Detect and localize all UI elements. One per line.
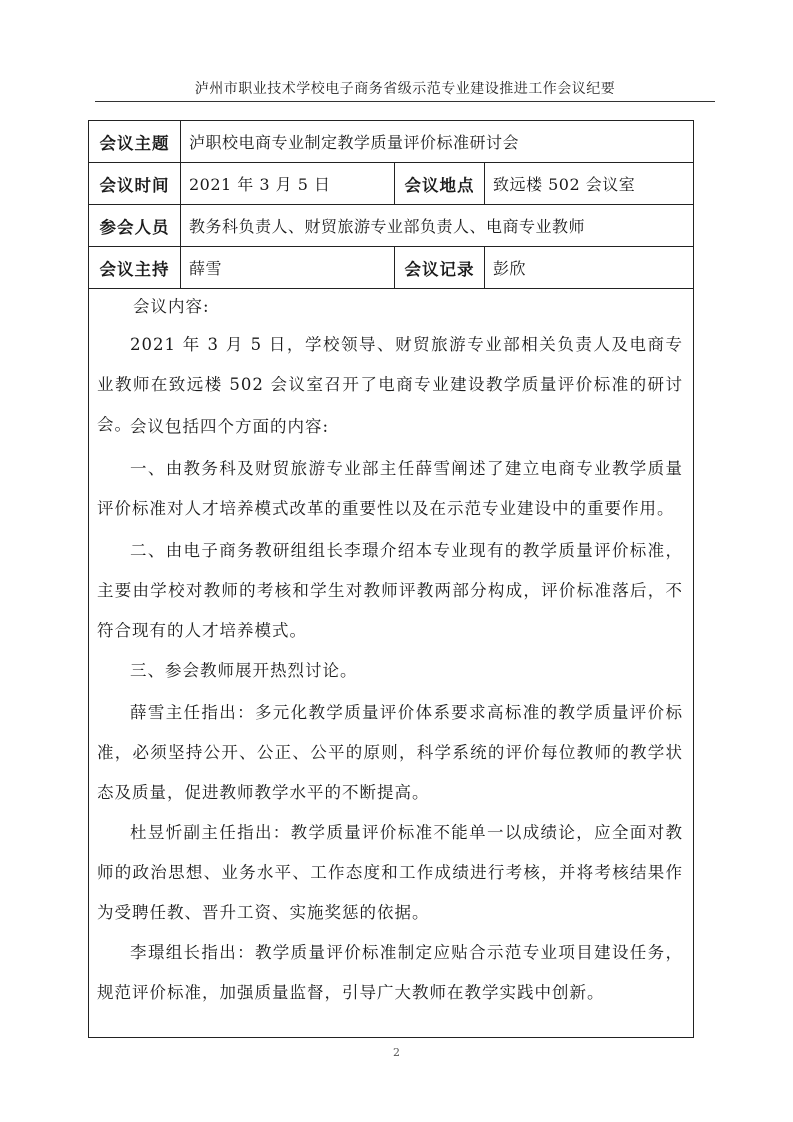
host-recorder-row bbox=[89, 247, 693, 289]
content-paragraph-item-2: 二、由电子商务教研组组长李璟介绍本专业现有的教学质量评价标准，主要由学校对教师的考核和学生对教师评教两部分构成，评价标准落后，不符合现有的人才培养模式。 bbox=[97, 541, 683, 640]
time-place-row bbox=[89, 163, 693, 205]
topic-value: 泸职校电商专业制定教学质量评价标准研讨会 bbox=[180, 121, 693, 162]
attendees-row bbox=[89, 205, 693, 247]
content-paragraph-item-1: 一、由教务科及财贸旅游专业部主任薛雪阐述了建立电商专业教学质量评价标准对人才培养模式改革的重要性以及在示范专业建设中的重要作用。 bbox=[97, 459, 683, 518]
page-number: 2 bbox=[393, 1046, 400, 1059]
topic-label: 会议主题 bbox=[99, 133, 170, 153]
content-paragraph-overview: 会议包括四个方面的内容: bbox=[130, 417, 330, 436]
meeting-minutes-table bbox=[88, 120, 694, 1038]
content-title: 会议内容: bbox=[133, 297, 210, 316]
place-value: 致远楼 502 会议室 bbox=[484, 163, 693, 204]
header-divider bbox=[95, 101, 715, 102]
topic-row bbox=[89, 121, 693, 163]
place-label: 会议地点 bbox=[394, 163, 484, 204]
content-paragraph-xue: 薛雪主任指出：多元化教学质量评价体系要求高标准的教学质量评价标准，必须坚持公开、公正、公平的原则，科学系统的评价每位教师的教学状态及质量，促进教师教学水平的不断提高。 bbox=[97, 703, 683, 802]
document-header: 泸州市职业技术学校电子商务省级示范专业建设推进工作会议纪要 bbox=[194, 81, 616, 97]
recorder-value: 彭欣 bbox=[484, 247, 693, 288]
content-paragraph-item-3: 三、参会教师展开热烈讨论。 bbox=[130, 661, 358, 680]
time-label: 会议时间 bbox=[99, 175, 170, 195]
recorder-label: 会议记录 bbox=[394, 247, 484, 288]
host-value: 薛雪 bbox=[180, 247, 394, 288]
meeting-content bbox=[89, 289, 693, 1037]
attendees-value: 教务科负责人、财贸旅游专业部负责人、电商专业教师 bbox=[180, 205, 693, 246]
content-paragraph-du: 杜昱忻副主任指出：教学质量评价标准不能单一以成绩论，应全面对教师的政治思想、业务水平、工作态度和工作成绩进行考核，并将考核结果作为受聘任教、晋升工资、实施奖惩的依据。 bbox=[97, 823, 683, 922]
content-paragraph-li: 李璟组长指出：教学质量评价标准制定应贴合示范专业项目建设任务，规范评价标准，加强质量监督，引导广大教师在教学实践中创新。 bbox=[97, 943, 683, 1002]
content-paragraph-intro: 2021 年 3 月 5 日，学校领导、财贸旅游专业部相关负责人及电商专业教师在致远楼 502 会议室召开了电商专业建设教学质量评价标准的研讨会。 bbox=[97, 335, 683, 434]
host-label: 会议主持 bbox=[99, 259, 170, 279]
time-value: 2021 年 3 月 5 日 bbox=[180, 163, 394, 204]
attendees-label: 参会人员 bbox=[99, 217, 170, 237]
